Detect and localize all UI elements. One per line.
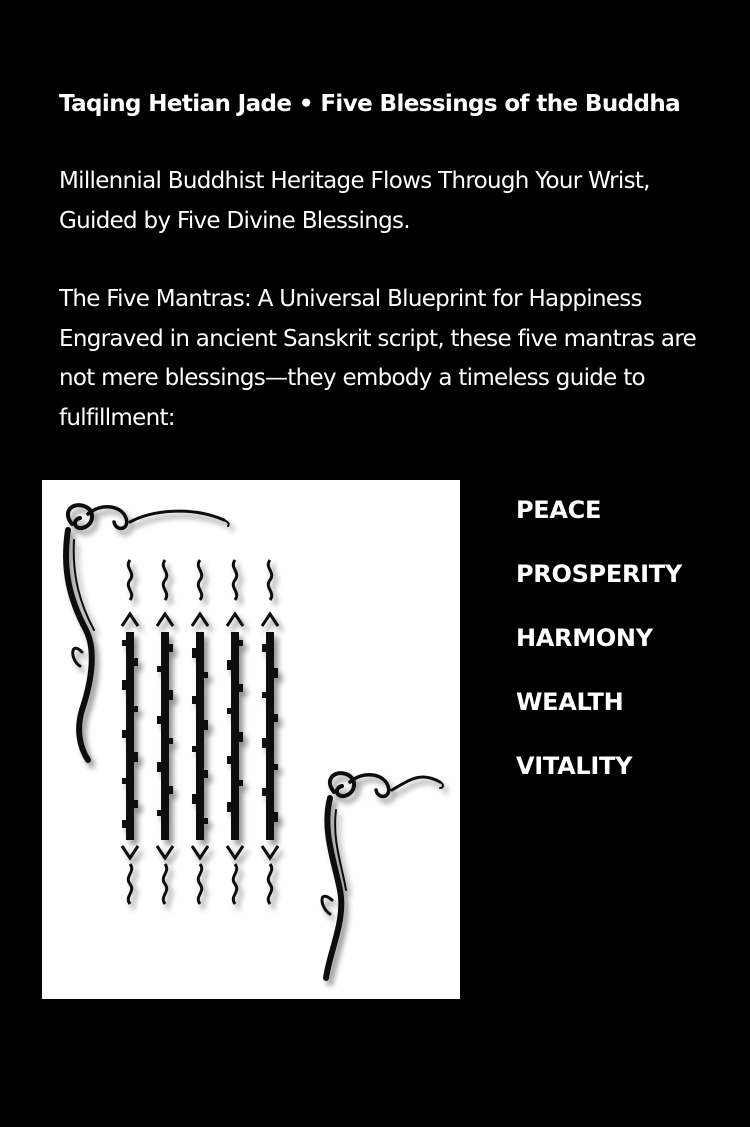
mantra-column [157, 560, 173, 904]
virtue-harmony: HARMONY [516, 624, 653, 652]
mantra-illustration [42, 480, 460, 999]
virtue-vitality: VITALITY [516, 752, 633, 780]
mantra-column [192, 560, 208, 904]
mantra-column [122, 560, 138, 904]
mantra-column [227, 560, 243, 904]
virtue-prosperity: PROSPERITY [516, 560, 682, 588]
tagline-text: Millennial Buddhist Heritage Flows Through Your Wrist, Guided by Five Divine Blessings. [59, 168, 650, 234]
mantra-artwork [42, 480, 460, 999]
page-title: Taqing Hetian Jade • Five Blessings of the Buddha [59, 91, 681, 117]
virtue-list [516, 490, 736, 810]
virtue-wealth: WEALTH [516, 688, 624, 716]
ornament-bottom-right [322, 773, 443, 978]
mantra-column [262, 560, 278, 904]
mantra-columns [122, 560, 278, 904]
description-text: The Five Mantras: A Universal Blueprint for Happiness Engraved in ancient Sanskrit script, these five mantras are not mere blessings—they embody a timeless guide to fulfillment: [59, 286, 697, 431]
virtue-peace: PEACE [516, 496, 602, 524]
